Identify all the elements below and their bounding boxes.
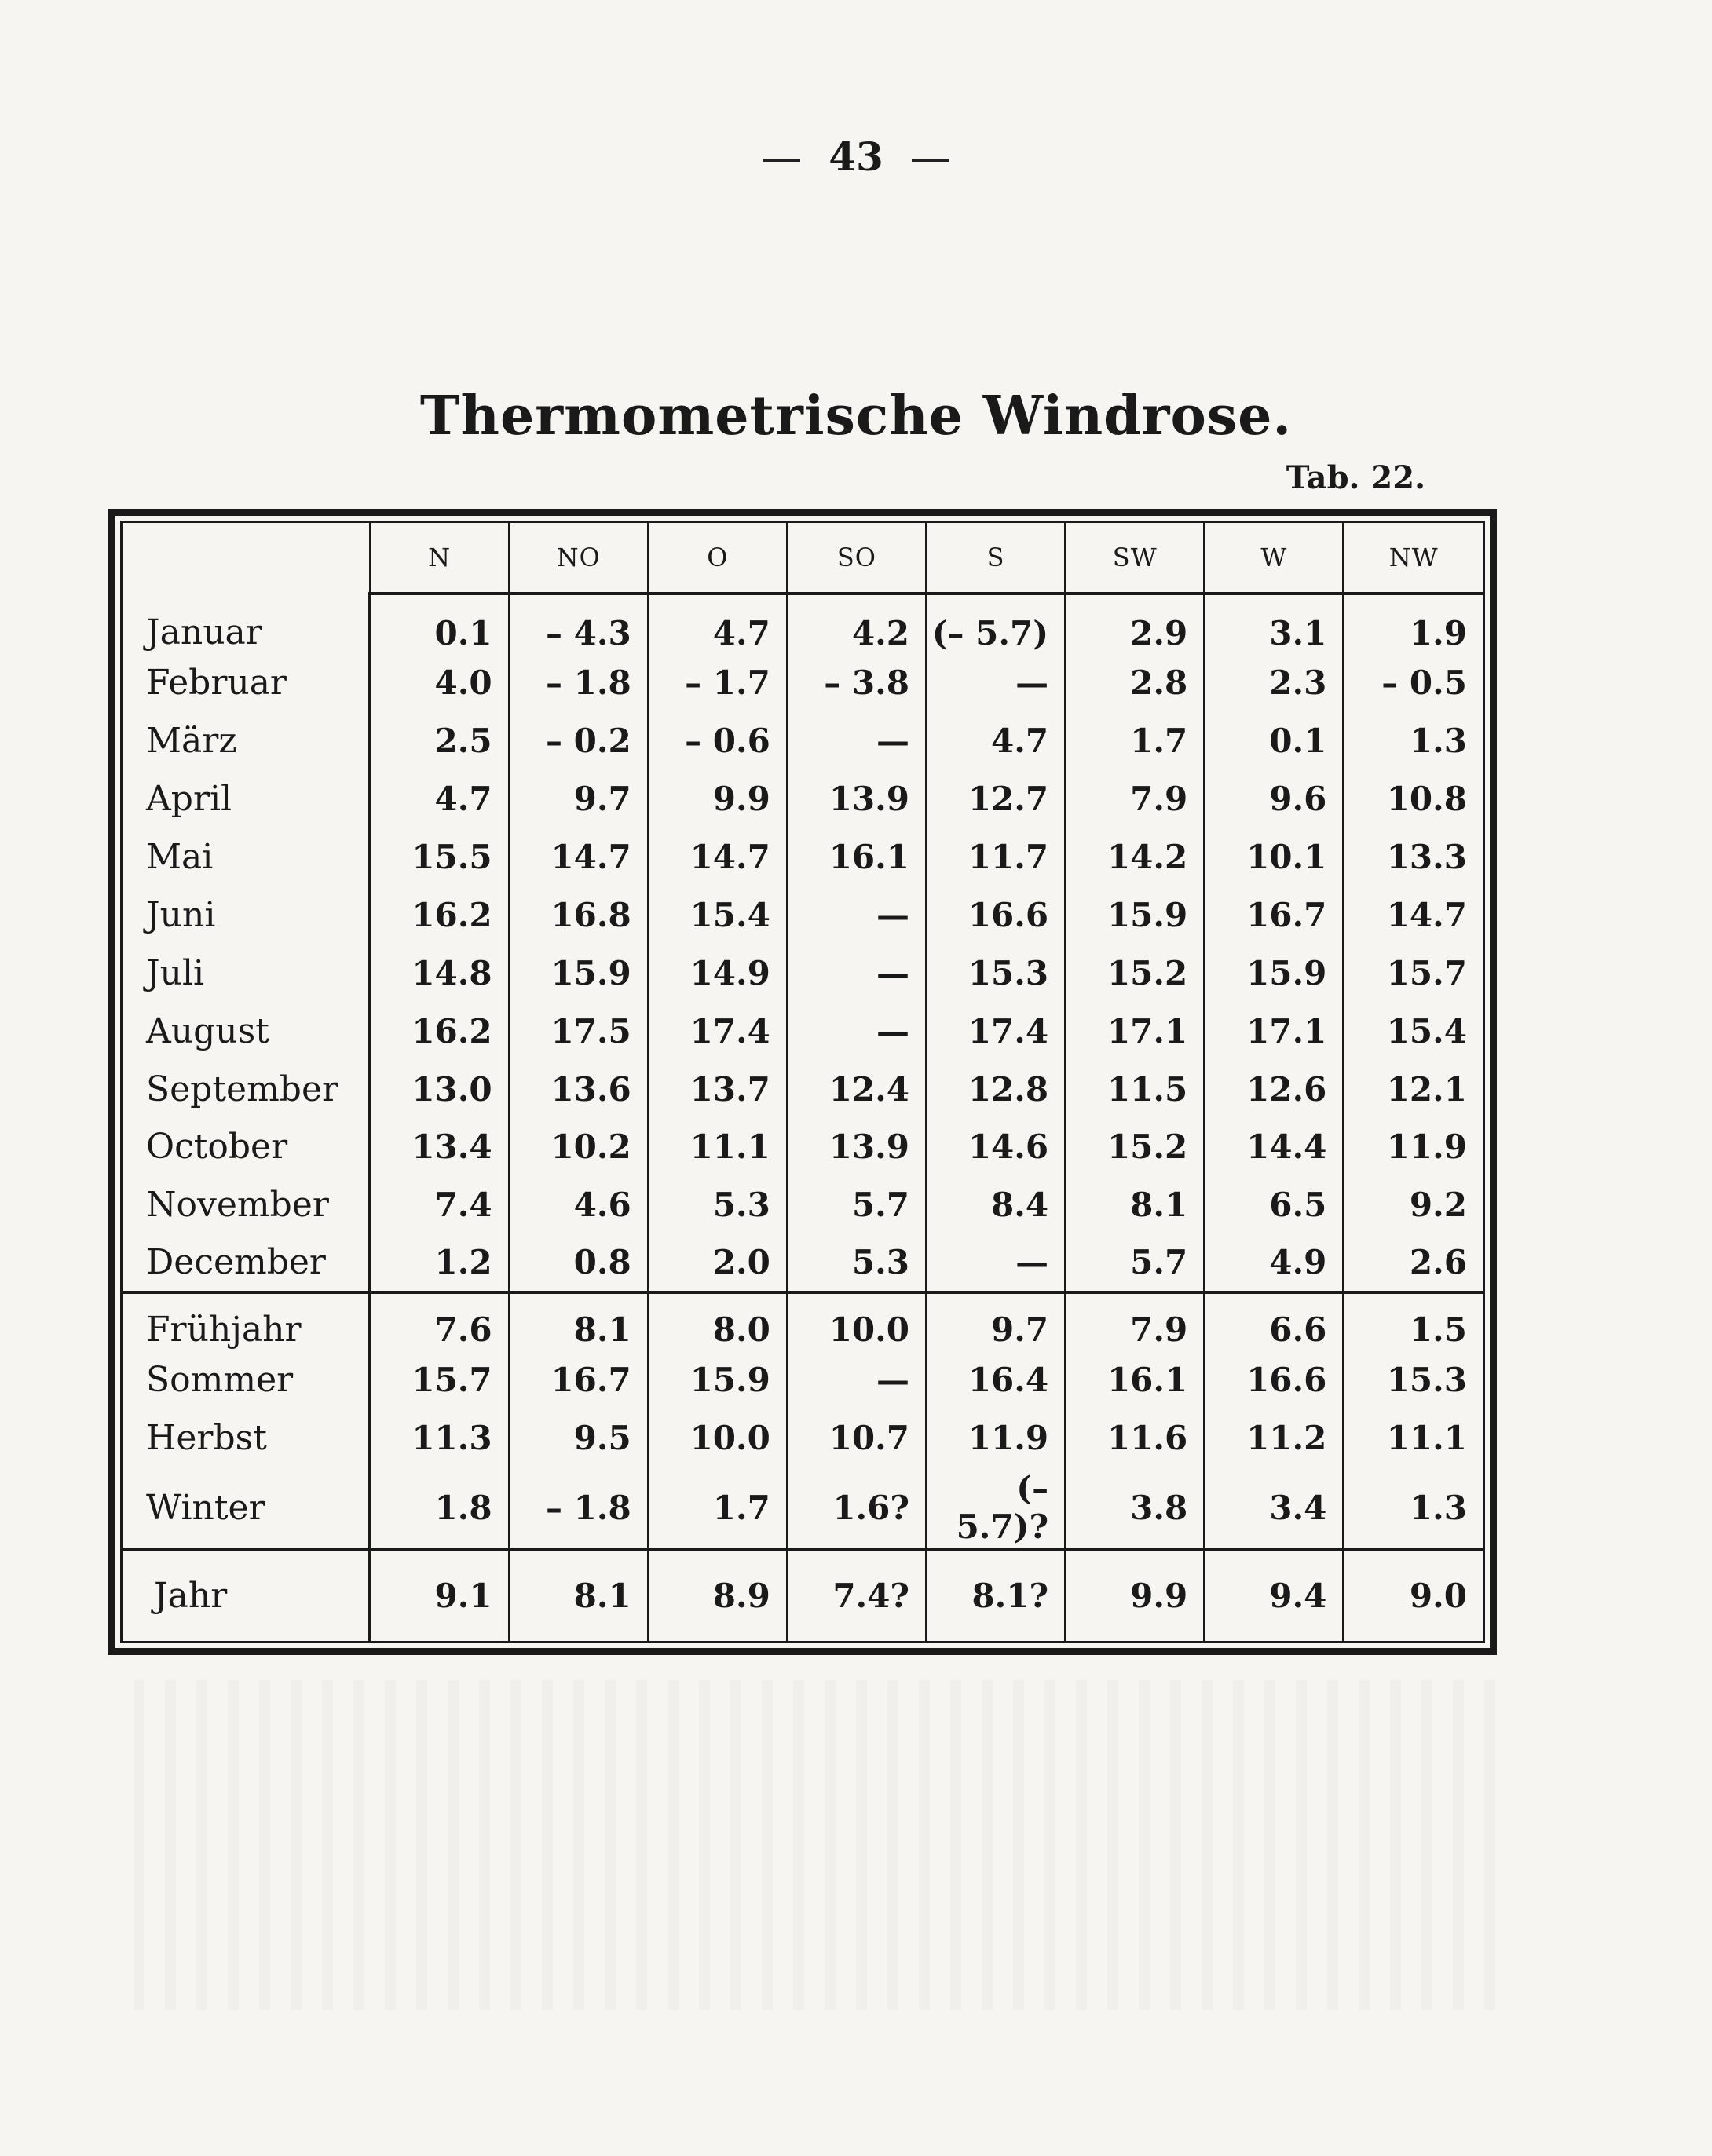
month-row — [123, 712, 1483, 770]
row-label: Winter — [146, 1487, 265, 1528]
value-cell: 12.4 — [787, 1060, 926, 1118]
value-cell: 7.9 — [1066, 1292, 1205, 1351]
value-cell: 2.3 — [1205, 654, 1344, 712]
row-label: Herbst — [146, 1417, 267, 1458]
value-cell: 9.2 — [1344, 1176, 1483, 1234]
year-row — [123, 1550, 1483, 1641]
seasons-section — [123, 1292, 1483, 1550]
value-cell: 4.7 — [927, 712, 1066, 770]
month-row — [123, 1234, 1483, 1292]
row-label: April — [146, 779, 232, 820]
value-cell: 6.5 — [1205, 1176, 1344, 1234]
month-row — [123, 886, 1483, 945]
value-cell: 14.2 — [1066, 828, 1205, 886]
value-cell: 16.6 — [1205, 1351, 1344, 1409]
value-cell: 5.3 — [787, 1234, 926, 1292]
header-row — [123, 523, 1483, 594]
value-cell: 8.4 — [927, 1176, 1066, 1234]
value-cell: 8.1 — [509, 1292, 648, 1351]
header-so: SO — [787, 523, 926, 594]
value-cell: 15.9 — [1066, 886, 1205, 945]
value-cell: 1.9 — [1344, 594, 1483, 654]
value-cell: 13.9 — [787, 770, 926, 828]
value-cell: 4.9 — [1205, 1234, 1344, 1292]
row-label: August — [146, 1010, 269, 1051]
value-cell: 15.4 — [648, 886, 787, 945]
value-cell: 9.6 — [1205, 770, 1344, 828]
year-section — [123, 1550, 1483, 1641]
value-cell: 10.8 — [1344, 770, 1483, 828]
value-cell: 17.1 — [1066, 1002, 1205, 1060]
value-cell: — — [787, 1351, 926, 1409]
value-cell: 9.9 — [648, 770, 787, 828]
value-cell: 15.9 — [648, 1351, 787, 1409]
value-cell: – 1.8 — [509, 1467, 648, 1550]
value-cell: 9.4 — [1205, 1550, 1344, 1641]
row-label: December — [146, 1242, 326, 1283]
month-row — [123, 1118, 1483, 1176]
value-cell: 9.5 — [509, 1409, 648, 1467]
value-cell: 17.5 — [509, 1002, 648, 1060]
value-cell: 1.8 — [370, 1467, 509, 1550]
value-cell: 17.4 — [648, 1002, 787, 1060]
document-title: Thermometrische Windrose. — [419, 385, 1293, 448]
row-label: Mai — [146, 837, 214, 878]
value-cell: 13.4 — [370, 1118, 509, 1176]
value-cell: 11.9 — [1344, 1118, 1483, 1176]
value-cell: – 3.8 — [787, 654, 926, 712]
month-row — [123, 1060, 1483, 1118]
value-cell: 11.2 — [1205, 1409, 1344, 1467]
value-cell: 16.7 — [509, 1351, 648, 1409]
bleed-through-smudge — [134, 1680, 1500, 2010]
value-cell: – 4.3 — [509, 594, 648, 654]
value-cell: 11.7 — [927, 828, 1066, 886]
value-cell: 10.7 — [787, 1409, 926, 1467]
row-label: September — [146, 1069, 339, 1109]
value-cell: 3.8 — [1066, 1467, 1205, 1550]
value-cell: 11.6 — [1066, 1409, 1205, 1467]
value-cell: 1.3 — [1344, 712, 1483, 770]
header-sw: SW — [1066, 523, 1205, 594]
value-cell: – 0.6 — [648, 712, 787, 770]
value-cell: 0.8 — [509, 1234, 648, 1292]
value-cell: 17.4 — [927, 1002, 1066, 1060]
value-cell: 11.9 — [927, 1409, 1066, 1467]
value-cell: 12.6 — [1205, 1060, 1344, 1118]
value-cell: 9.7 — [509, 770, 648, 828]
value-cell: 0.1 — [370, 594, 509, 654]
value-cell: — — [787, 1002, 926, 1060]
value-cell: 8.0 — [648, 1292, 787, 1351]
value-cell: 15.7 — [1344, 944, 1483, 1002]
value-cell: 7.6 — [370, 1292, 509, 1351]
value-cell: — — [927, 654, 1066, 712]
row-label: Februar — [146, 663, 287, 703]
value-cell: 5.7 — [1066, 1234, 1205, 1292]
row-label: Januar — [146, 612, 262, 653]
value-cell: 8.1 — [1066, 1176, 1205, 1234]
value-cell: (– 5.7) — [927, 594, 1066, 654]
value-cell: 4.7 — [648, 594, 787, 654]
row-label: Jahr — [123, 1550, 370, 1641]
value-cell: 15.2 — [1066, 944, 1205, 1002]
value-cell: 4.6 — [509, 1176, 648, 1234]
value-cell: 1.3 — [1344, 1467, 1483, 1550]
value-cell: 2.9 — [1066, 594, 1205, 654]
value-cell: 14.9 — [648, 944, 787, 1002]
value-cell: 13.3 — [1344, 828, 1483, 886]
value-cell: 15.7 — [370, 1351, 509, 1409]
corner-cell — [123, 523, 370, 594]
row-label: März — [146, 721, 237, 762]
value-cell: 14.8 — [370, 944, 509, 1002]
value-cell: 14.6 — [927, 1118, 1066, 1176]
value-cell: — — [927, 1234, 1066, 1292]
value-cell: 2.8 — [1066, 654, 1205, 712]
value-cell: 7.4? — [787, 1550, 926, 1641]
month-row — [123, 594, 1483, 654]
value-cell: 11.3 — [370, 1409, 509, 1467]
row-label: Sommer — [146, 1360, 294, 1401]
value-cell: 15.2 — [1066, 1118, 1205, 1176]
value-cell: 10.0 — [648, 1409, 787, 1467]
value-cell: 16.2 — [370, 886, 509, 945]
value-cell: 14.7 — [648, 828, 787, 886]
page-number — [0, 133, 1712, 180]
value-cell: 13.6 — [509, 1060, 648, 1118]
value-cell: 15.5 — [370, 828, 509, 886]
value-cell: 3.4 — [1205, 1467, 1344, 1550]
value-cell: 12.8 — [927, 1060, 1066, 1118]
table-label: Tab. 22. — [1286, 459, 1425, 496]
month-row — [123, 944, 1483, 1002]
value-cell: 2.5 — [370, 712, 509, 770]
month-row — [123, 1002, 1483, 1060]
value-cell: 5.3 — [648, 1176, 787, 1234]
value-cell: 1.2 — [370, 1234, 509, 1292]
table-frame — [108, 509, 1497, 1655]
value-cell: 5.7 — [787, 1176, 926, 1234]
value-cell: 4.2 — [787, 594, 926, 654]
value-cell: 11.5 — [1066, 1060, 1205, 1118]
header-w: W — [1205, 523, 1344, 594]
value-cell: 16.8 — [509, 886, 648, 945]
value-cell: 9.1 — [370, 1550, 509, 1641]
value-cell: 15.9 — [509, 944, 648, 1002]
value-cell: 10.1 — [1205, 828, 1344, 886]
value-cell: 7.4 — [370, 1176, 509, 1234]
month-row — [123, 828, 1483, 886]
value-cell: 9.9 — [1066, 1550, 1205, 1641]
value-cell: 2.6 — [1344, 1234, 1483, 1292]
value-cell: 16.4 — [927, 1351, 1066, 1409]
value-cell: 2.0 — [648, 1234, 787, 1292]
value-cell: 10.2 — [509, 1118, 648, 1176]
value-cell: 10.0 — [787, 1292, 926, 1351]
value-cell: 17.1 — [1205, 1002, 1344, 1060]
value-cell: – 0.5 — [1344, 654, 1483, 712]
value-cell: 6.6 — [1205, 1292, 1344, 1351]
row-label: October — [146, 1127, 288, 1168]
value-cell: – 0.2 — [509, 712, 648, 770]
value-cell: 16.6 — [927, 886, 1066, 945]
value-cell: 4.0 — [370, 654, 509, 712]
value-cell: 8.1? — [927, 1550, 1066, 1641]
page-number-text: 43 — [829, 133, 883, 180]
value-cell: – 1.7 — [648, 654, 787, 712]
month-row — [123, 654, 1483, 712]
value-cell: 15.3 — [927, 944, 1066, 1002]
value-cell: 8.9 — [648, 1550, 787, 1641]
month-row — [123, 1176, 1483, 1234]
value-cell: 1.6? — [787, 1467, 926, 1550]
months-section — [123, 594, 1483, 1292]
season-row — [123, 1351, 1483, 1409]
value-cell: 14.4 — [1205, 1118, 1344, 1176]
header-o: O — [648, 523, 787, 594]
season-row — [123, 1409, 1483, 1467]
value-cell: 13.0 — [370, 1060, 509, 1118]
value-cell: 3.1 — [1205, 594, 1344, 654]
row-label: November — [146, 1185, 329, 1226]
season-row — [123, 1292, 1483, 1351]
value-cell: 12.1 — [1344, 1060, 1483, 1118]
value-cell: 16.2 — [370, 1002, 509, 1060]
row-label: Juni — [146, 894, 216, 935]
windrose-table — [123, 523, 1483, 1641]
header-no: NO — [509, 523, 648, 594]
value-cell: 4.7 — [370, 770, 509, 828]
value-cell: 13.9 — [787, 1118, 926, 1176]
header-s: S — [927, 523, 1066, 594]
value-cell: 8.1 — [509, 1550, 648, 1641]
row-label: Frühjahr — [123, 1292, 370, 1351]
value-cell: — — [787, 712, 926, 770]
value-cell: 1.7 — [648, 1467, 787, 1550]
season-row — [123, 1467, 1483, 1550]
value-cell: 11.1 — [1344, 1409, 1483, 1467]
value-cell: — — [787, 886, 926, 945]
value-cell: 12.7 — [927, 770, 1066, 828]
value-cell: 9.0 — [1344, 1550, 1483, 1641]
value-cell: 11.1 — [648, 1118, 787, 1176]
value-cell: 7.9 — [1066, 770, 1205, 828]
value-cell: 0.1 — [1205, 712, 1344, 770]
value-cell: 15.4 — [1344, 1002, 1483, 1060]
table-inner-border — [120, 521, 1485, 1643]
header-nw: NW — [1344, 523, 1483, 594]
value-cell: 1.7 — [1066, 712, 1205, 770]
value-cell: (– 5.7)? — [927, 1467, 1066, 1550]
header-n: N — [370, 523, 509, 594]
month-row — [123, 770, 1483, 828]
value-cell: 15.3 — [1344, 1351, 1483, 1409]
value-cell: 9.7 — [927, 1292, 1066, 1351]
value-cell: 14.7 — [1344, 886, 1483, 945]
value-cell: 1.5 — [1344, 1292, 1483, 1351]
dash-right — [912, 159, 949, 162]
value-cell: – 1.8 — [509, 654, 648, 712]
dash-left — [763, 159, 800, 162]
value-cell: 16.1 — [1066, 1351, 1205, 1409]
value-cell: 16.7 — [1205, 886, 1344, 945]
value-cell: 15.9 — [1205, 944, 1344, 1002]
value-cell: 13.7 — [648, 1060, 787, 1118]
value-cell: 14.7 — [509, 828, 648, 886]
value-cell: 16.1 — [787, 828, 926, 886]
row-label: Juli — [146, 952, 205, 993]
value-cell: — — [787, 944, 926, 1002]
